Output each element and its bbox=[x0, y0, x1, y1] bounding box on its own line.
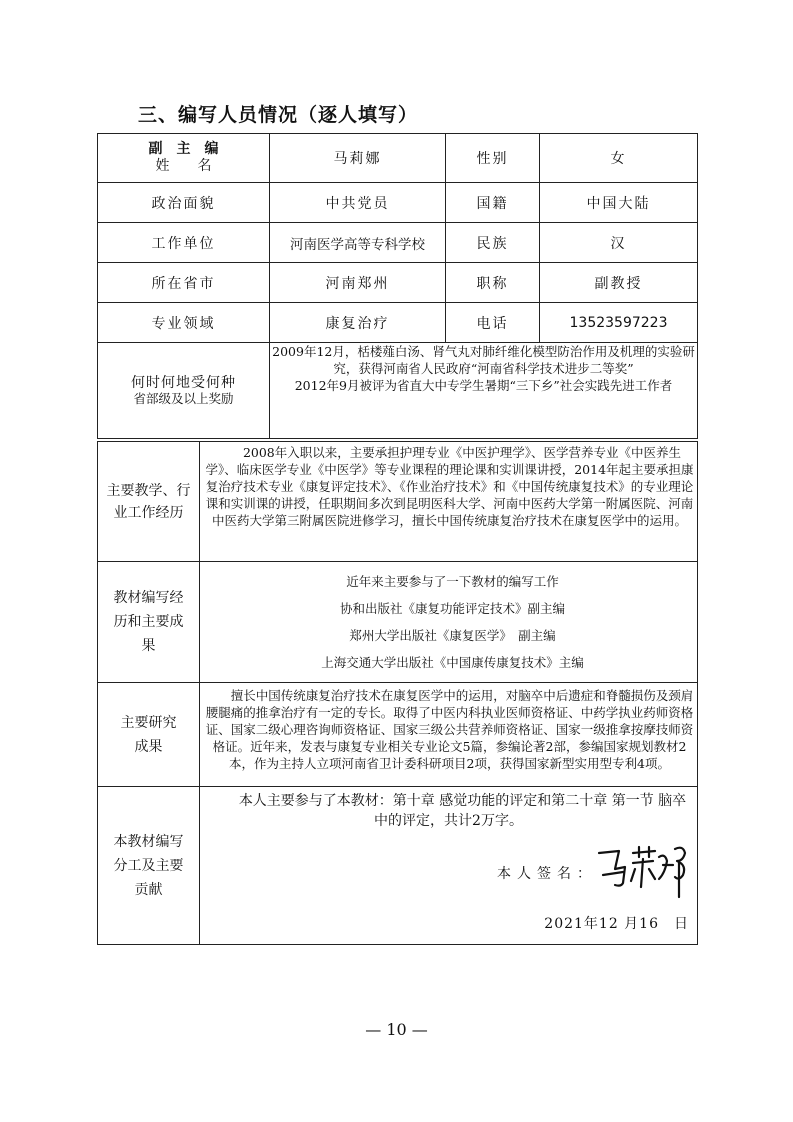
role-label: 副 主 编 bbox=[148, 141, 219, 157]
book-item: 上海交通大学出版社《中国康传康复技术》主编 bbox=[321, 655, 584, 670]
row-books bbox=[98, 562, 698, 683]
books-label: 教材编写经历和主要成果 bbox=[98, 562, 200, 683]
phone-label: 电话 bbox=[446, 303, 540, 343]
ethnicity-label: 民族 bbox=[446, 223, 540, 263]
teaching-label: 主要教学、行业工作经历 bbox=[98, 442, 200, 562]
phone-value: 13523597223 bbox=[540, 303, 698, 343]
role-label-cell bbox=[98, 134, 270, 183]
signature-label: 本人签名： bbox=[497, 866, 597, 882]
ethnicity-value: 汉 bbox=[540, 223, 698, 263]
name-label: 姓 名 bbox=[155, 158, 212, 174]
field-label: 专业领域 bbox=[98, 303, 270, 343]
teaching-text: 2008年入职以来，主要承担护理专业《中医护理学》、医学营养专业《中医养生学》、临床医学专业《中医学》等专业课程的理论课和实训课讲授，2014年起主要承担康复治疗技术专业《康复评定技术》、《作业治疗技术》和《中国传统康复技术》的专业理论课和实训课的讲授，任职期间多次到昆明医科大学、河南中医药大学第一附属医院、河南中医药大学第三附属医院进修学习，擅长中国传统康复治疗技术在康复医学中的运用。 bbox=[205, 445, 694, 528]
political-value: 中共党员 bbox=[270, 183, 446, 223]
name-value: 马莉娜 bbox=[270, 134, 446, 183]
awards-label-cell bbox=[98, 343, 270, 439]
awards-value bbox=[270, 343, 698, 439]
book-item: 郑州大学出版社《康复医学》 副主编 bbox=[349, 628, 556, 643]
nationality-value: 中国大陆 bbox=[540, 183, 698, 223]
research-label: 主要研究成果 bbox=[98, 683, 200, 787]
research-text: 擅长中国传统康复治疗技术在康复医学中的运用，对脑卒中后遗症和脊髓损伤及颈肩腰腿痛的推拿治疗有一定的专长。取得了中医内科执业医师资格证、中药学执业药师资格证、国家二级心理咨询师资格证、国家三级公共营养师资格证、国家一级推拿按摩技师资格证。近年来，发表与康复专业相关专业论文5篇，参编论著2部，参编国家规划教材2本，作为主持人立项河南省卫计委科研项目2项，获得国家新型实用型专利4项。 bbox=[205, 688, 694, 771]
awards-label-line-2: 省部级及以上奖励 bbox=[133, 390, 234, 406]
editor-info-table bbox=[97, 133, 698, 439]
workplace-value: 河南医学高等专科学校 bbox=[270, 223, 446, 263]
nationality-label: 国籍 bbox=[446, 183, 540, 223]
row-province bbox=[98, 263, 698, 303]
contrib-text: 本人主要参与了本教材：第十章 感觉功能的评定和第二十章 第一节 脑卒中的评定，共计2万字。 bbox=[238, 793, 687, 829]
political-label: 政治面貌 bbox=[98, 183, 270, 223]
book-item: 协和出版社《康复功能评定技术》副主编 bbox=[339, 601, 565, 616]
signature-date: 2021年12 月16 日 bbox=[544, 916, 689, 932]
row-field bbox=[98, 303, 698, 343]
row-research bbox=[98, 683, 698, 787]
field-value: 康复治疗 bbox=[270, 303, 446, 343]
title-value: 副教授 bbox=[540, 263, 698, 303]
books-value bbox=[200, 562, 698, 683]
title-label: 职称 bbox=[446, 263, 540, 303]
award-item: 2012年9月被评为省直大中专学生暑期“三下乡”社会实践先进工作者 bbox=[294, 378, 673, 393]
contrib-label: 本教材编写分工及主要贡献 bbox=[98, 787, 200, 945]
teaching-value bbox=[200, 442, 698, 562]
row-workplace bbox=[98, 223, 698, 263]
section-heading: 三、编写人员情况（逐人填写） bbox=[138, 104, 419, 126]
row-political bbox=[98, 183, 698, 223]
contrib-value bbox=[200, 787, 698, 945]
workplace-label: 工作单位 bbox=[98, 223, 270, 263]
gender-label: 性别 bbox=[446, 134, 540, 183]
page-number: — 10 — bbox=[365, 1020, 428, 1039]
row-awards bbox=[98, 343, 698, 439]
research-value bbox=[200, 683, 698, 787]
book-item: 近年来主要参与了一下教材的编写工作 bbox=[346, 574, 559, 589]
province-value: 河南郑州 bbox=[270, 263, 446, 303]
row-contrib bbox=[98, 787, 698, 945]
row-name bbox=[98, 134, 698, 183]
award-item: 2009年12月，栝楼薤白汤、肾气丸对肺纤维化模型防治作用及机理的实验研究，获得河南省人民政府“河南省科学技术进步二等奖” bbox=[272, 344, 695, 376]
row-teaching bbox=[98, 442, 698, 562]
handwritten-signature bbox=[593, 839, 693, 899]
editor-info-table-lower bbox=[97, 441, 698, 945]
province-label: 所在省市 bbox=[98, 263, 270, 303]
gender-value: 女 bbox=[540, 134, 698, 183]
awards-label-line-1: 何时何地受何种 bbox=[131, 374, 236, 391]
